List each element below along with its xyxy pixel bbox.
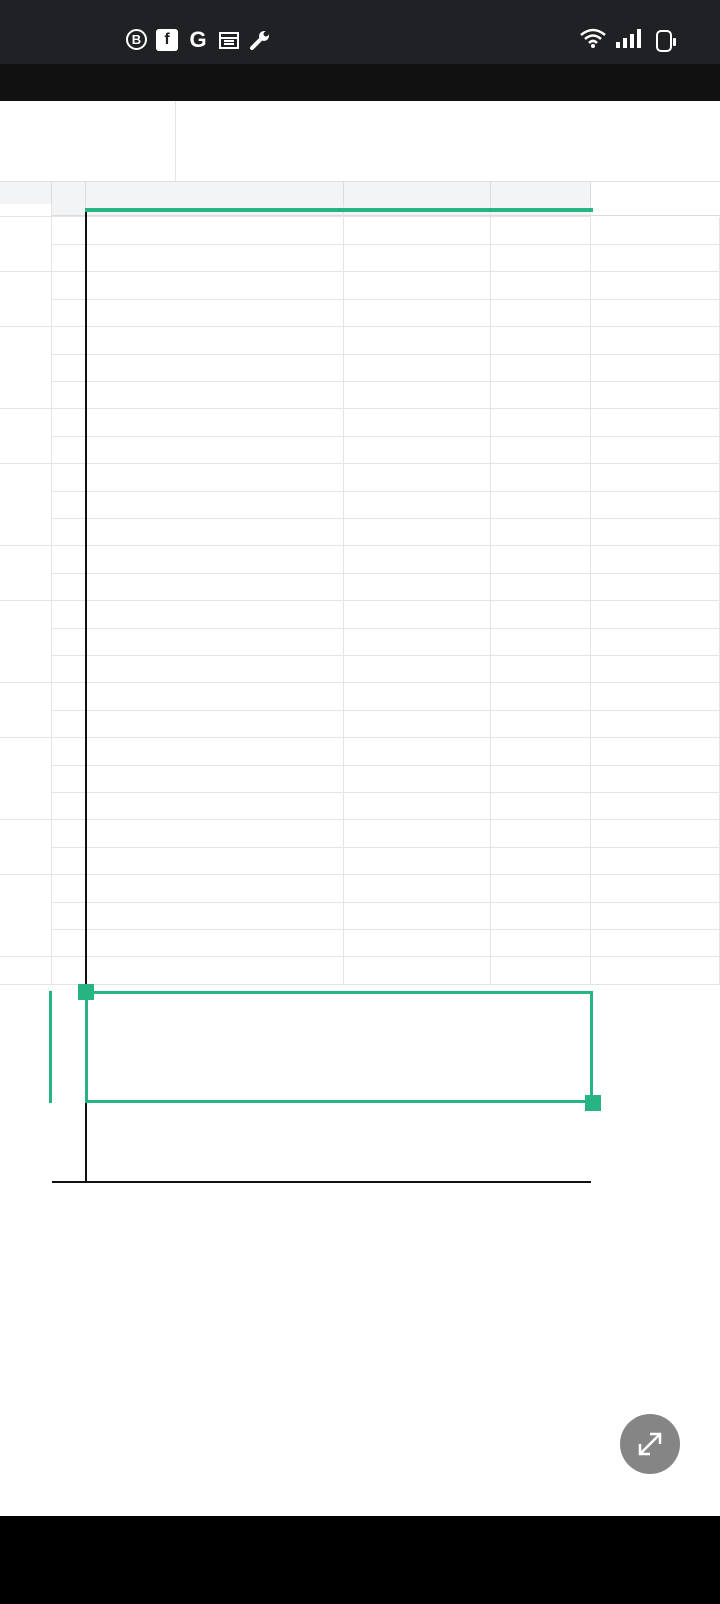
row-number[interactable] [0,875,52,903]
cell-e[interactable] [591,683,720,711]
cell-c[interactable] [344,546,491,574]
cell-b[interactable] [86,272,344,300]
cell-c[interactable] [344,710,491,738]
cell-a[interactable] [52,902,86,930]
selection-row-indicator [49,991,52,1103]
expand-icon[interactable] [620,1414,680,1474]
cell-e[interactable] [591,792,720,820]
cell-e[interactable] [591,518,720,546]
cell-a[interactable] [52,436,86,464]
calendar-icon [218,29,240,51]
cell-c[interactable] [344,573,491,601]
row-number[interactable] [0,299,52,327]
cell-e[interactable] [591,738,720,766]
row-number[interactable] [0,464,52,492]
table-row[interactable] [0,820,720,848]
cell-c[interactable] [344,409,491,437]
cell-selection[interactable] [85,991,593,1103]
cell-e[interactable] [591,820,720,848]
cell-a[interactable] [52,244,86,272]
row-number[interactable] [0,436,52,464]
selection-handle-start[interactable] [78,984,94,1000]
row-number[interactable] [0,546,52,574]
cell-a[interactable] [52,875,86,903]
table-border-bottom [52,1181,591,1183]
cell-a[interactable] [52,929,86,957]
cell-d[interactable] [491,573,591,601]
table-row[interactable] [0,204,720,217]
cell-a[interactable] [52,738,86,766]
cell-c[interactable] [344,354,491,382]
cell-c[interactable] [344,628,491,656]
cell-d[interactable] [491,354,591,382]
cell-b[interactable] [86,601,344,629]
cell-a[interactable] [52,628,86,656]
status-bar [0,0,720,64]
cell-c[interactable] [344,929,491,957]
cell-c[interactable] [344,765,491,793]
table-row[interactable] [0,957,720,985]
cell-e[interactable] [591,491,720,519]
cell-b[interactable] [86,765,344,793]
table-row[interactable] [0,299,720,327]
cell-b[interactable] [86,683,344,711]
cell-e[interactable] [591,902,720,930]
cell-b[interactable] [86,847,344,875]
cell-a[interactable] [52,655,86,683]
cell-a[interactable] [52,327,86,355]
cell-a[interactable] [52,820,86,848]
cell-c[interactable] [344,381,491,409]
table-row[interactable] [0,765,720,793]
cell-e[interactable] [591,765,720,793]
cell-d[interactable] [491,601,591,629]
cell-c[interactable] [344,272,491,300]
bbm-icon: B [126,29,147,50]
cell-a[interactable] [52,381,86,409]
row-number[interactable] [0,929,52,957]
cell-c[interactable] [344,491,491,519]
table-row[interactable] [0,847,720,875]
cell-d[interactable] [491,518,591,546]
cell-b[interactable] [86,738,344,766]
table-row[interactable] [0,628,720,656]
cell-d[interactable] [491,491,591,519]
cell-d[interactable] [491,847,591,875]
cell-d[interactable] [491,327,591,355]
signal-icon [616,28,646,53]
cell-b[interactable] [86,299,344,327]
cell-b[interactable] [86,217,344,245]
table-row[interactable] [0,655,720,683]
cell-a[interactable] [52,409,86,437]
cell-b[interactable] [86,491,344,519]
cell-b[interactable] [86,929,344,957]
cell-d[interactable] [491,792,591,820]
row-number[interactable] [0,765,52,793]
cell-b[interactable] [86,244,344,272]
cell-e[interactable] [591,929,720,957]
row-number[interactable] [0,683,52,711]
cell-d[interactable] [491,272,591,300]
google-icon: G [189,27,207,52]
cell-d[interactable] [491,875,591,903]
row-number[interactable] [0,601,52,629]
cell-a[interactable] [52,601,86,629]
cell-d[interactable] [491,765,591,793]
cell-b[interactable] [86,464,344,492]
table-row[interactable] [0,272,720,300]
cell-e[interactable] [591,601,720,629]
row-number[interactable] [0,272,52,300]
cell-d[interactable] [491,710,591,738]
cell-c[interactable] [344,902,491,930]
spreadsheet-grid[interactable] [0,182,720,1516]
row-number[interactable] [0,244,52,272]
cell-a[interactable] [52,354,86,382]
cell-e[interactable] [591,464,720,492]
cell-e[interactable] [591,957,720,985]
table-row[interactable] [0,327,720,355]
table-row[interactable] [0,381,720,409]
cell-d[interactable] [491,546,591,574]
cell-c[interactable] [344,518,491,546]
row-number[interactable] [0,217,52,245]
navigation-bar [0,1516,720,1604]
cell-b[interactable] [86,546,344,574]
cell-a[interactable] [52,573,86,601]
cell-d[interactable] [491,244,591,272]
cell-c[interactable] [344,601,491,629]
cell-d[interactable] [491,381,591,409]
row-number[interactable] [0,518,52,546]
cell-e[interactable] [591,875,720,903]
cell-c[interactable] [344,875,491,903]
cell-b[interactable] [86,409,344,437]
row-number[interactable] [0,327,52,355]
table-row[interactable] [0,929,720,957]
cell-d[interactable] [491,929,591,957]
table-row[interactable] [0,409,720,437]
cell-d[interactable] [491,820,591,848]
table-row[interactable] [0,354,720,382]
cell-c[interactable] [344,655,491,683]
cell-e[interactable] [591,628,720,656]
cell-c[interactable] [344,683,491,711]
table-row[interactable] [0,792,720,820]
cell-e[interactable] [591,409,720,437]
cell-a[interactable] [52,765,86,793]
cell-e[interactable] [591,436,720,464]
cell-a[interactable] [52,464,86,492]
table-row[interactable] [0,738,720,766]
cell-e[interactable] [591,299,720,327]
cell-a[interactable] [52,957,86,985]
wifi-icon [580,28,606,53]
cell-e[interactable] [591,847,720,875]
cell-c[interactable] [344,464,491,492]
battery-icon [656,30,672,52]
cell-d[interactable] [491,902,591,930]
cell-e[interactable] [591,573,720,601]
cell-c[interactable] [344,957,491,985]
table-row[interactable] [0,518,720,546]
cell-c[interactable] [344,738,491,766]
cell-e[interactable] [591,354,720,382]
tab-sheet1[interactable] [0,101,176,181]
row-number[interactable] [0,820,52,848]
row-number[interactable] [0,491,52,519]
cell-b[interactable] [86,902,344,930]
row-number[interactable] [0,628,52,656]
row-number[interactable] [0,957,52,985]
table-row[interactable] [0,546,720,574]
notification-icons [126,29,271,51]
cell-e[interactable] [591,655,720,683]
cell-a[interactable] [52,299,86,327]
cell-e[interactable] [591,244,720,272]
cell-a[interactable] [52,792,86,820]
cell-d[interactable] [491,409,591,437]
cell-a[interactable] [52,847,86,875]
table-row[interactable] [0,683,720,711]
cell-a[interactable] [52,491,86,519]
cell-e[interactable] [591,217,720,245]
selection-handle-end[interactable] [585,1095,601,1111]
cell-d[interactable] [491,655,591,683]
table-row[interactable] [0,464,720,492]
row-number[interactable] [0,354,52,382]
row-number[interactable] [0,738,52,766]
row-number[interactable] [0,710,52,738]
cell-d[interactable] [491,217,591,245]
table-row[interactable] [0,491,720,519]
cell-d[interactable] [491,628,591,656]
document-title[interactable] [0,64,720,101]
cell-b[interactable] [86,710,344,738]
table-row[interactable] [0,902,720,930]
cell-b[interactable] [86,518,344,546]
cell-b[interactable] [86,381,344,409]
cell-a[interactable] [52,272,86,300]
cell-a[interactable] [52,710,86,738]
table-row[interactable] [0,217,720,245]
cell-b[interactable] [86,875,344,903]
row-number[interactable] [0,409,52,437]
cell-d[interactable] [491,683,591,711]
sheet-tab-bar [0,101,720,182]
cell-e[interactable] [591,327,720,355]
cell-b[interactable] [86,628,344,656]
cell-c[interactable] [344,244,491,272]
cell-b[interactable] [86,820,344,848]
cell-c[interactable] [344,436,491,464]
wrench-icon [249,29,271,51]
cell-a[interactable] [52,683,86,711]
cell-e[interactable] [591,381,720,409]
cell-d[interactable] [491,464,591,492]
facebook-icon: f [156,29,178,51]
cell-a[interactable] [52,546,86,574]
cell-a[interactable] [52,518,86,546]
cell-d[interactable] [491,299,591,327]
cell-c[interactable] [344,820,491,848]
table-row[interactable] [0,710,720,738]
cell-e[interactable] [591,710,720,738]
row-number[interactable] [0,792,52,820]
cell-b[interactable] [86,792,344,820]
table-row[interactable] [0,875,720,903]
cell-c[interactable] [344,327,491,355]
cell-a[interactable] [52,217,86,245]
table-row[interactable] [0,573,720,601]
row-number[interactable] [0,381,52,409]
table-row[interactable] [0,601,720,629]
cell-c[interactable] [344,792,491,820]
row-number[interactable] [0,573,52,601]
cell-b[interactable] [86,327,344,355]
cell-c[interactable] [344,217,491,245]
cell-d[interactable] [491,738,591,766]
cell-b[interactable] [86,655,344,683]
cell-e[interactable] [591,272,720,300]
cell-e[interactable] [591,546,720,574]
table-row[interactable] [0,244,720,272]
cell-c[interactable] [344,847,491,875]
table-row[interactable] [0,436,720,464]
cell-c[interactable] [344,299,491,327]
row-number[interactable] [0,655,52,683]
cell-b[interactable] [86,957,344,985]
cell-d[interactable] [491,436,591,464]
row-number[interactable] [0,902,52,930]
cell-b[interactable] [86,436,344,464]
cell-d[interactable] [491,957,591,985]
cell-b[interactable] [86,354,344,382]
cell-b[interactable] [86,573,344,601]
row-number[interactable] [0,847,52,875]
